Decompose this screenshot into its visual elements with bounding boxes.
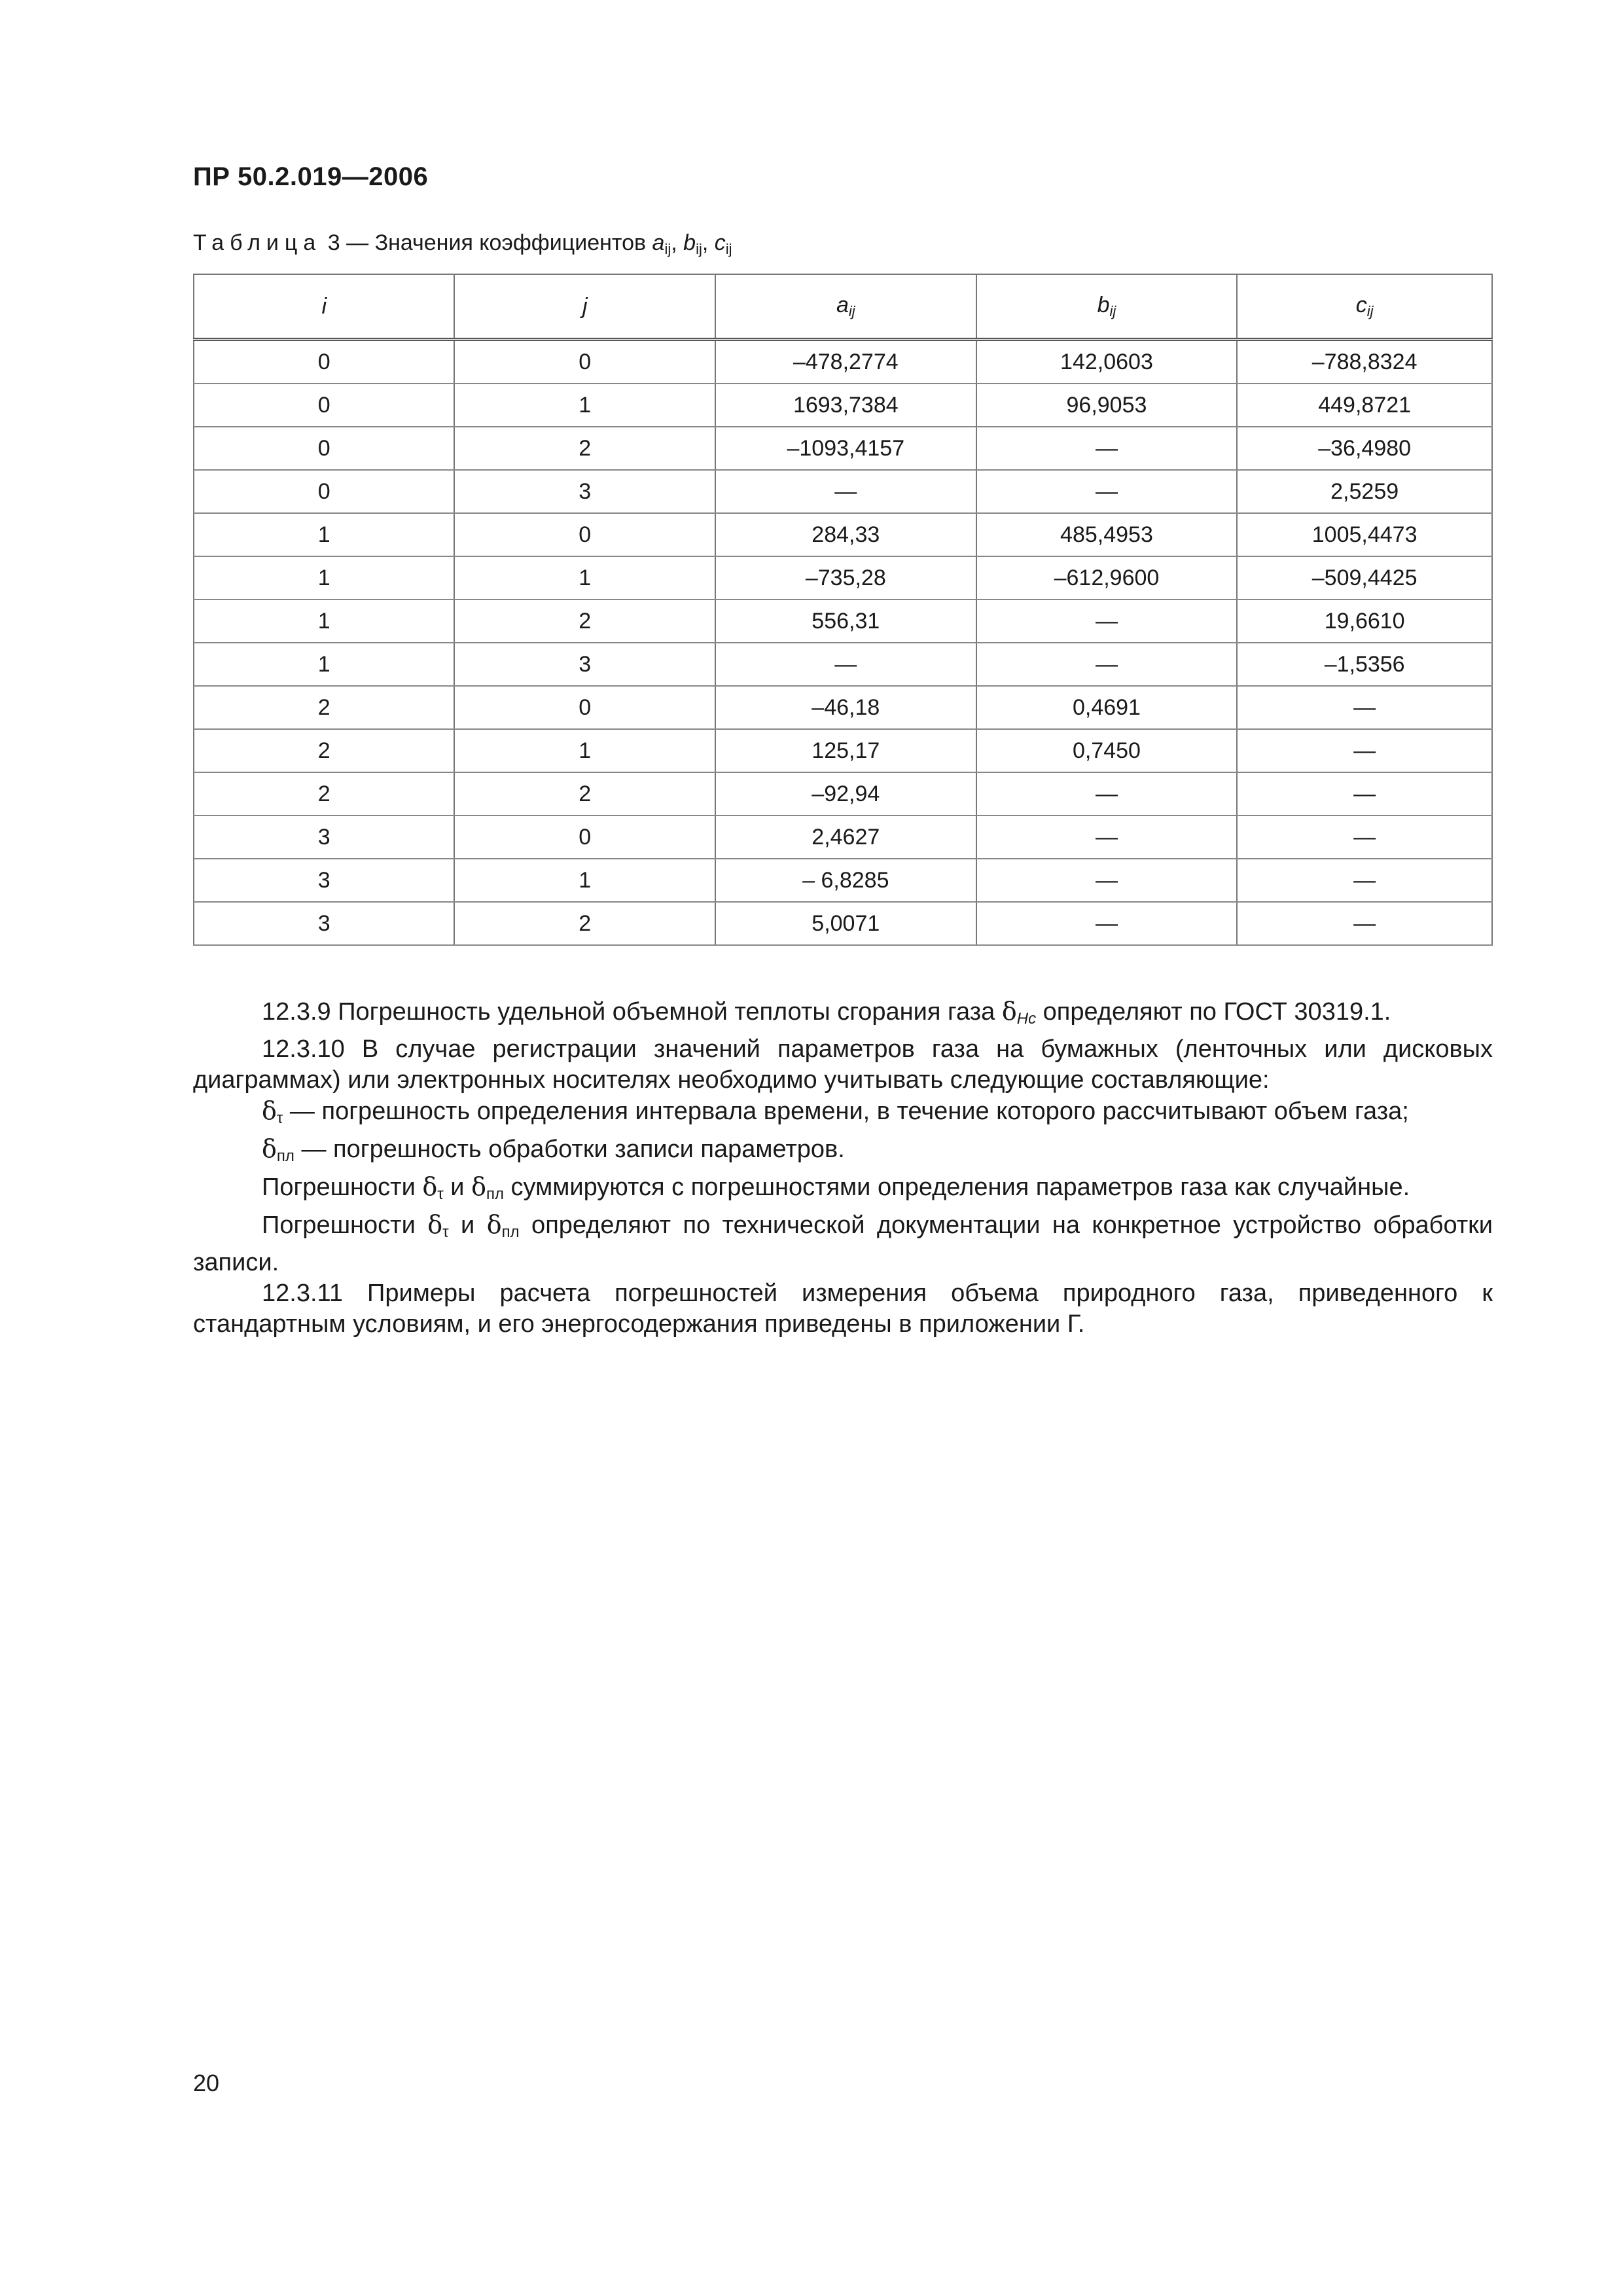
cell-b: —: [976, 643, 1238, 686]
coefficients-table: [193, 274, 1493, 946]
caption-sub-b: ij: [696, 241, 702, 257]
cell-a: —: [715, 643, 976, 686]
cell-c: —: [1237, 859, 1492, 902]
cell-c: 1005,4473: [1237, 513, 1492, 556]
cell-a: —: [715, 470, 976, 513]
cell-c: —: [1237, 729, 1492, 772]
paragraph-errors-sum: Погрешности $\delta_\tau$ и $\delta_{пл}$ суммируются с погрешностями определения параметров газа как случайные.: [262, 1172, 1410, 1203]
cell-b: 142,0603: [976, 340, 1238, 384]
cell-i: 2: [194, 772, 454, 816]
table-row: [194, 686, 1492, 729]
cell-i: 3: [194, 816, 454, 859]
table-row: [194, 556, 1492, 600]
caption-number: 3: [327, 230, 340, 255]
table-row: [194, 816, 1492, 859]
caption-sep-2: ,: [702, 230, 715, 255]
cell-b: —: [976, 902, 1238, 945]
cell-b: 96,9053: [976, 384, 1238, 427]
cell-i: 1: [194, 643, 454, 686]
table-row: [194, 384, 1492, 427]
cell-j: 0: [454, 340, 715, 384]
table-caption: [193, 230, 732, 258]
table-row: [194, 427, 1492, 470]
cell-i: 1: [194, 513, 454, 556]
cell-a: –92,94: [715, 772, 976, 816]
cell-i: 2: [194, 729, 454, 772]
table-row: [194, 772, 1492, 816]
cell-a: 556,31: [715, 600, 976, 643]
table-header-row: [194, 274, 1492, 340]
caption-text: — Значения коэффициентов: [340, 230, 652, 255]
cell-j: 3: [454, 470, 715, 513]
cell-j: 0: [454, 816, 715, 859]
paragraph-delta-tau: $\delta_\tau$ — погрешность определения интервала времени, в течение которого рассчитывают объем газа;: [262, 1096, 1409, 1127]
cell-i: 2: [194, 686, 454, 729]
paragraph-errors-define: Погрешности $\delta_\tau$ и $\delta_{пл}$ определяют по технической документации на конкретное устройство обработки записи.: [193, 1210, 1493, 1276]
cell-c: —: [1237, 772, 1492, 816]
cell-c: —: [1237, 686, 1492, 729]
cell-b: 0,7450: [976, 729, 1238, 772]
cell-b: –612,9600: [976, 556, 1238, 600]
cell-j: 2: [454, 772, 715, 816]
table-row: [194, 643, 1492, 686]
caption-sep-1: ,: [671, 230, 684, 255]
cell-a: 284,33: [715, 513, 976, 556]
delta-symbol: δ: [1001, 997, 1017, 1026]
cell-j: 1: [454, 556, 715, 600]
body-text: [193, 996, 1493, 1340]
cell-c: 19,6610: [1237, 600, 1492, 643]
cell-a: –1093,4157: [715, 427, 976, 470]
table-row: [194, 729, 1492, 772]
cell-i: 3: [194, 859, 454, 902]
header-c: $c_{ij}$: [1237, 274, 1492, 340]
cell-j: 0: [454, 513, 715, 556]
cell-c: —: [1237, 816, 1492, 859]
cell-c: –788,8324: [1237, 340, 1492, 384]
cell-b: —: [976, 816, 1238, 859]
caption-sub-c: ij: [725, 241, 732, 257]
cell-b: 485,4953: [976, 513, 1238, 556]
table-row: [194, 902, 1492, 945]
cell-j: 1: [454, 859, 715, 902]
caption-var-c: c: [714, 230, 726, 255]
table-row: [194, 340, 1492, 384]
document-code: ПР 50.2.019—2006: [193, 162, 429, 191]
header-a: $a_{ij}$: [715, 274, 976, 340]
cell-i: 0: [194, 340, 454, 384]
cell-i: 0: [194, 470, 454, 513]
cell-a: 5,0071: [715, 902, 976, 945]
table-row: [194, 600, 1492, 643]
cell-b: —: [976, 772, 1238, 816]
cell-b: 0,4691: [976, 686, 1238, 729]
cell-j: 1: [454, 729, 715, 772]
cell-c: –1,5356: [1237, 643, 1492, 686]
cell-a: –735,28: [715, 556, 976, 600]
cell-j: 3: [454, 643, 715, 686]
cell-b: —: [976, 470, 1238, 513]
cell-a: –478,2774: [715, 340, 976, 384]
page-number: 20: [193, 2070, 220, 2096]
cell-i: 3: [194, 902, 454, 945]
table-row: [194, 859, 1492, 902]
cell-j: 0: [454, 686, 715, 729]
cell-c: 449,8721: [1237, 384, 1492, 427]
cell-b: —: [976, 859, 1238, 902]
header-i: i: [194, 274, 454, 340]
cell-i: 0: [194, 384, 454, 427]
cell-c: 2,5259: [1237, 470, 1492, 513]
paragraph-12-3-11: 12.3.11 Примеры расчета погрешностей измерения объема природного газа, приведенного к стандартным условиям, и его энергосодержания приведены в приложении Г.: [193, 1280, 1493, 1338]
cell-c: –36,4980: [1237, 427, 1492, 470]
caption-var-b: b: [683, 230, 696, 255]
cell-a: 2,4627: [715, 816, 976, 859]
cell-i: 0: [194, 427, 454, 470]
caption-sub-a: ij: [664, 241, 671, 257]
paragraph-delta-pl: $\delta_{пл}$ — погрешность обработки записи параметров.: [262, 1134, 845, 1165]
header-b: $b_{ij}$: [976, 274, 1238, 340]
cell-c: —: [1237, 902, 1492, 945]
cell-i: 1: [194, 600, 454, 643]
cell-j: 1: [454, 384, 715, 427]
cell-b: —: [976, 427, 1238, 470]
cell-a: –46,18: [715, 686, 976, 729]
cell-i: 1: [194, 556, 454, 600]
cell-b: —: [976, 600, 1238, 643]
caption-word: Таблица: [193, 230, 322, 255]
cell-j: 2: [454, 902, 715, 945]
cell-a: – 6,8285: [715, 859, 976, 902]
header-j: j: [454, 274, 715, 340]
cell-j: 2: [454, 427, 715, 470]
cell-a: 125,17: [715, 729, 976, 772]
cell-c: –509,4425: [1237, 556, 1492, 600]
delta-symbol: δ: [262, 1134, 277, 1163]
cell-j: 2: [454, 600, 715, 643]
delta-symbol: δ: [262, 1096, 277, 1125]
paragraph-12-3-9: 12.3.9 Погрешность удельной объемной теплоты сгорания газа $\delta_{Hc}$ определяют по ГОСТ 30319.1.: [262, 997, 1391, 1028]
paragraph-12-3-10: 12.3.10 В случае регистрации значений параметров газа на бумажных (ленточных или дисковых диаграммах) или электронных носителях необходимо учитывать следующие составляющие:: [193, 1035, 1493, 1094]
table-body: [194, 340, 1492, 946]
cell-a: 1693,7384: [715, 384, 976, 427]
table-row: [194, 513, 1492, 556]
caption-var-a: a: [652, 230, 665, 255]
table-row: [194, 470, 1492, 513]
